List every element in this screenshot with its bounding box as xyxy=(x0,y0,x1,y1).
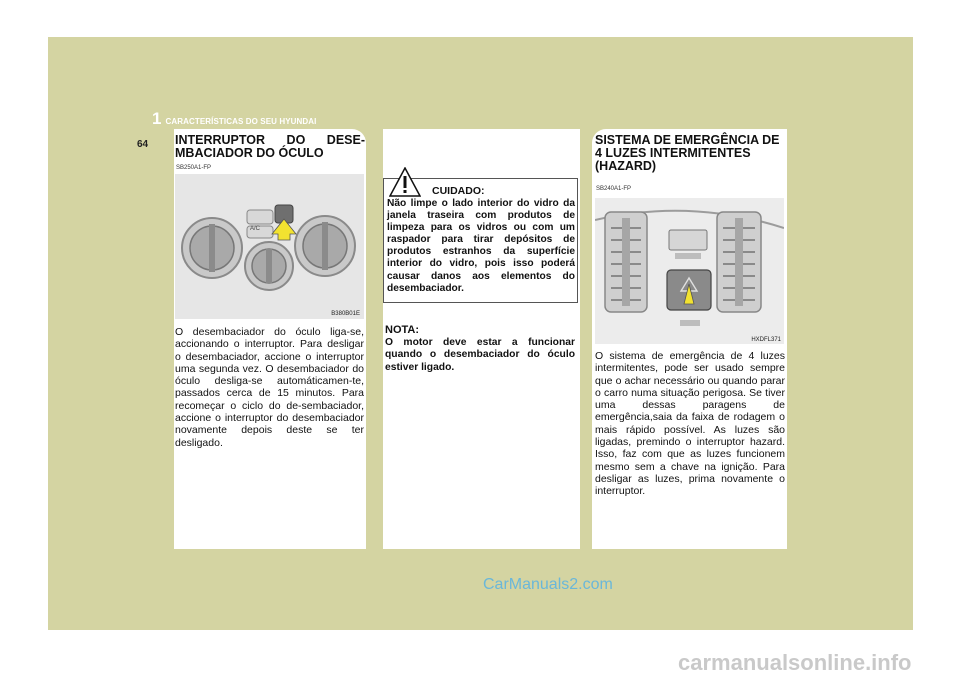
ac-button-label: A/C xyxy=(250,226,261,232)
defroster-figure-code: B380B01E xyxy=(331,311,360,317)
chapter-title: CARACTERÍSTICAS DO SEU HYUNDAI xyxy=(165,117,317,126)
page-number: 64 xyxy=(137,139,149,150)
carmanualsonline-watermark: carmanualsonline.info xyxy=(678,650,912,675)
defroster-title-line2: MBACIADOR DO ÓCULO xyxy=(175,146,324,160)
defroster-section-title xyxy=(175,134,365,160)
warning-triangle-icon xyxy=(389,167,421,197)
dashboard-hazard-illustration xyxy=(595,198,784,344)
hazard-section-code: SB240A1-FP xyxy=(596,186,632,192)
hazard-title-line3: (HAZARD) xyxy=(595,159,657,173)
hazard-title-line2: 4 LUZES INTERMITENTES xyxy=(595,146,751,160)
note-text: O motor deve estar a funcionar quando o desembaciador do óculo estiver ligado. xyxy=(385,337,575,373)
defroster-title-line1: INTERRUPTOR DO DESE- xyxy=(175,133,365,147)
chapter-header xyxy=(152,109,316,129)
caution-text: Não limpe o lado interior do vidro da janela traseira com produtos de limpeza para os vidros ou com um raspador para tirar depósitos de produtos estranhos da superfície interior do vidro, pois isso poderá causar danos aos elementos do desembaciador. xyxy=(387,198,575,294)
chapter-number: 1 xyxy=(152,109,162,128)
defroster-section-code: SB250A1-FP xyxy=(176,165,212,171)
defroster-body-text: O desembaciador do óculo liga-se, accionando o interruptor. Para desligar o desembaciador, accione o interruptor uma segunda vez. O desembaciador do óculo desliga-se automáticamen-te, passados cerca de 15 minutos. Para recomeçar o ciclo do de-sembaciador, accione o interruptor do desembaciador novamente depois deste se ter desligado. xyxy=(175,326,364,449)
hazard-body-text: O sistema de emergência de 4 luzes intermitentes, pode ser usado sempre que o achar necessário ou quando parar o carro numa situação perigosa. Se tiver uma dessas paragens de emergência,saia da faixa de rodagem o mais rápido possível. As luzes são ligadas, premindo o interruptor hazard. Isso, faz com que as luzes funcionem mesmo sem a chave na ignição. Para desligar as luzes, prima novamente o interruptor. xyxy=(595,350,785,498)
note-title: NOTA: xyxy=(385,324,420,336)
hazard-switch-figure xyxy=(595,198,784,344)
hazard-figure-code: HXDFL371 xyxy=(751,337,781,343)
climate-control-panel-illustration xyxy=(175,174,364,319)
caution-title: CUIDADO: xyxy=(432,185,485,197)
defroster-switch-figure xyxy=(175,174,364,319)
carmanuals-watermark: CarManuals2.com xyxy=(483,576,613,593)
caution-box xyxy=(383,178,578,303)
hazard-section-title xyxy=(595,134,787,173)
hazard-title-line1: SISTEMA DE EMERGÊNCIA DE xyxy=(595,133,780,147)
